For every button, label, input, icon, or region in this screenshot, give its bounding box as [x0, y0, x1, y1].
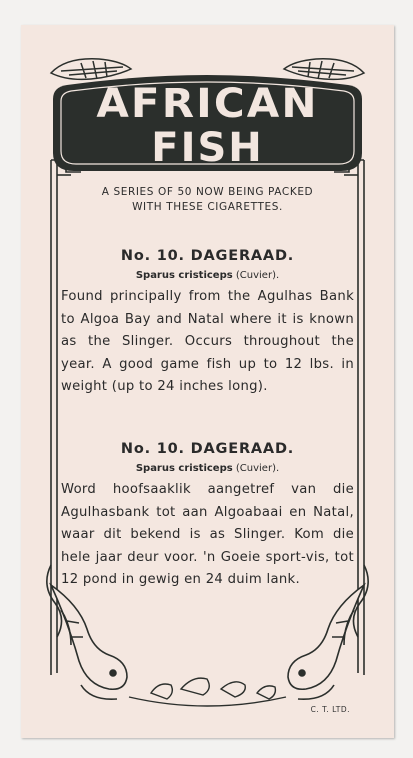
english-authority: (Cuvier).: [235, 270, 280, 281]
english-species: Sparus cristiceps: [135, 270, 233, 281]
title-line-1: AFRICAN: [96, 81, 319, 127]
afrikaans-authority: (Cuvier).: [235, 463, 280, 474]
english-species-line: [61, 268, 354, 284]
top-left-shell: [51, 59, 131, 80]
top-right-shell: [284, 59, 364, 80]
english-description: Found principally from the Agulhas Bank to Algoa Bay and Natal where it is known as the Slinger. Occurs throughout the year. A good game fish up to 12 lbs. in weight (up to 24 inches long).: [61, 289, 354, 394]
bottom-right-fish: [288, 585, 364, 699]
series-subtitle: [61, 185, 354, 215]
maker-mark: C. T. LTD.: [310, 705, 350, 714]
english-heading: No. 10. DAGERAAD.: [120, 248, 295, 264]
bottom-shells: [129, 678, 286, 706]
cigarette-card: [21, 25, 394, 738]
card-title: [21, 82, 394, 170]
bottom-left-fish: [51, 585, 127, 699]
afrikaans-section: [61, 439, 354, 592]
subtitle-line-2: WITH THESE CIGARETTES.: [132, 201, 283, 213]
english-section: [61, 246, 354, 399]
afrikaans-heading: No. 10. DAGERAAD.: [120, 441, 295, 457]
title-line-2: FISH: [151, 125, 264, 171]
subtitle-line-1: A SERIES OF 50 NOW BEING PACKED: [101, 186, 314, 198]
afrikaans-description: Word hoofsaaklik aangetref van die Agulhasbank tot aan Algoabaai en Natal, waar dit bekend is as Slinger. Kom die hele jaar deur voor. 'n Goeie sport-vis, tot 12 pond in gewig en 24 duim lank.: [61, 482, 354, 587]
afrikaans-species: Sparus cristiceps: [135, 463, 233, 474]
afrikaans-species-line: [61, 461, 354, 477]
